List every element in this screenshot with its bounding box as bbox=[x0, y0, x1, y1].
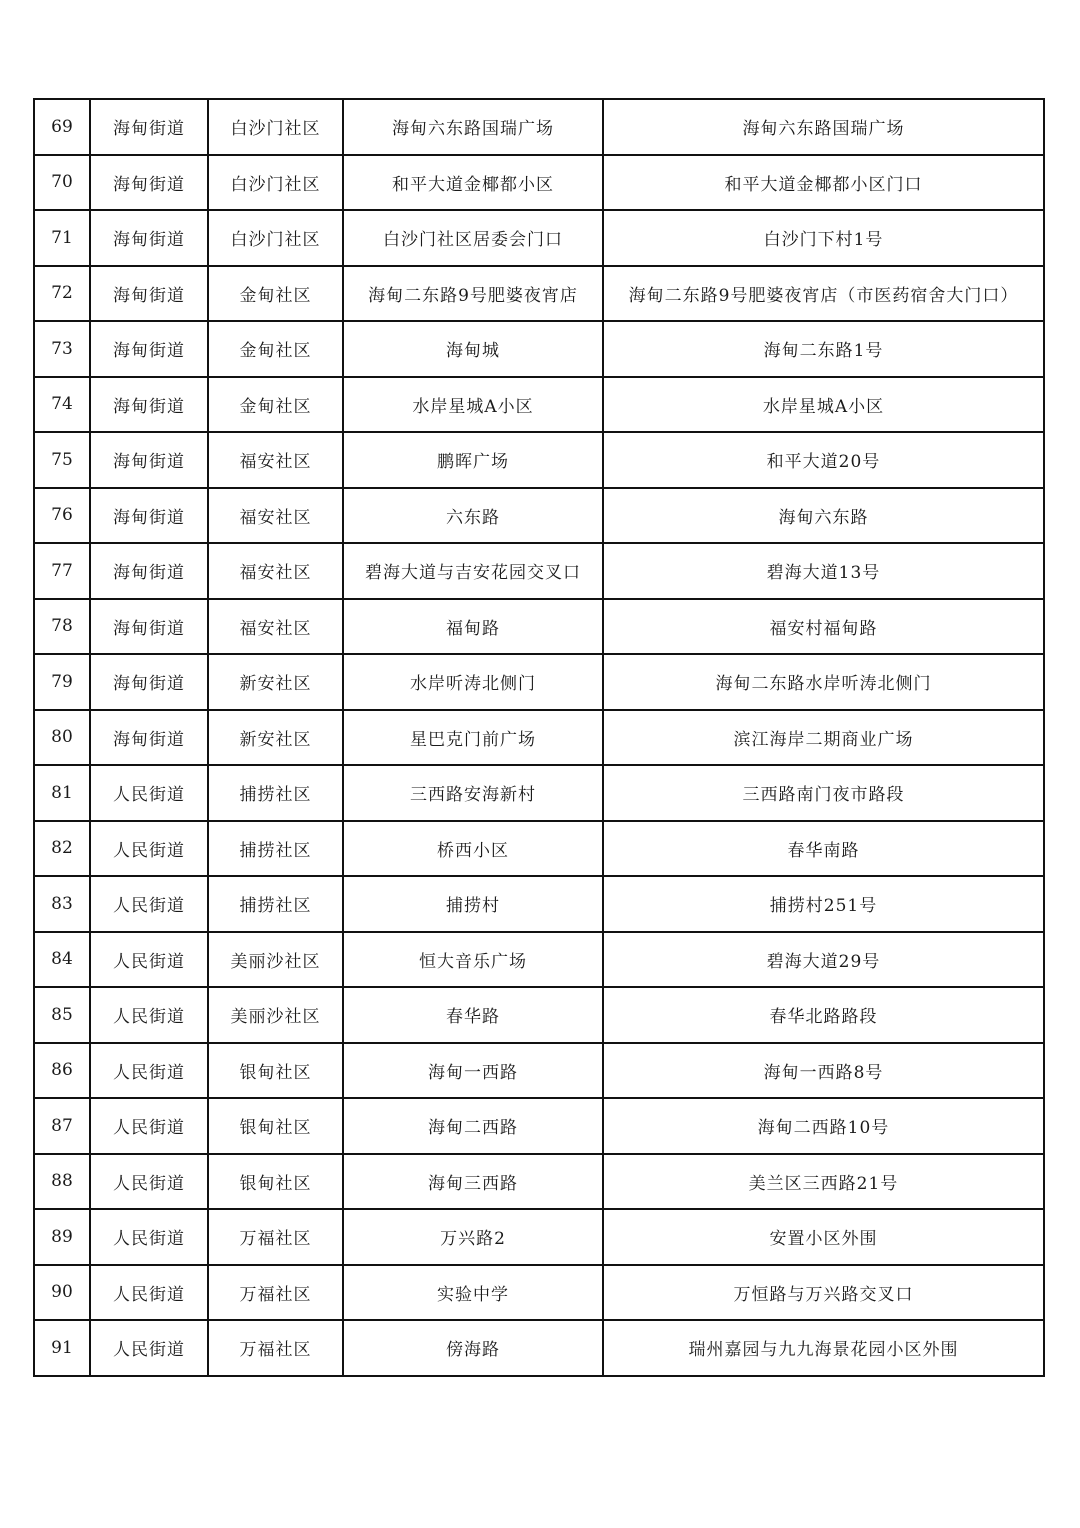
row-number-cell: 78 bbox=[34, 599, 90, 655]
table-row bbox=[34, 155, 1044, 211]
location-name-cell: 三西路安海新村 bbox=[343, 765, 603, 821]
community-cell: 万福社区 bbox=[208, 1265, 343, 1321]
table-row bbox=[34, 1098, 1044, 1154]
subdistrict-cell: 海甸街道 bbox=[90, 543, 208, 599]
location-name-cell: 鹏晖广场 bbox=[343, 432, 603, 488]
row-number-cell: 80 bbox=[34, 710, 90, 766]
address-cell: 安置小区外围 bbox=[603, 1209, 1044, 1265]
location-name-cell: 海甸三西路 bbox=[343, 1154, 603, 1210]
table-row bbox=[34, 488, 1044, 544]
community-cell: 万福社区 bbox=[208, 1320, 343, 1376]
table-row bbox=[34, 654, 1044, 710]
table-row bbox=[34, 432, 1044, 488]
row-number-cell: 88 bbox=[34, 1154, 90, 1210]
row-number-cell: 71 bbox=[34, 210, 90, 266]
address-cell: 海甸六东路国瑞广场 bbox=[603, 99, 1044, 155]
community-cell: 捕捞社区 bbox=[208, 876, 343, 932]
community-cell: 福安社区 bbox=[208, 599, 343, 655]
table-row bbox=[34, 821, 1044, 877]
subdistrict-cell: 海甸街道 bbox=[90, 210, 208, 266]
community-cell: 银甸社区 bbox=[208, 1154, 343, 1210]
address-cell: 海甸二东路水岸听涛北侧门 bbox=[603, 654, 1044, 710]
community-cell: 金甸社区 bbox=[208, 377, 343, 433]
row-number-cell: 81 bbox=[34, 765, 90, 821]
row-number-cell: 79 bbox=[34, 654, 90, 710]
row-number-cell: 85 bbox=[34, 987, 90, 1043]
table-row bbox=[34, 1265, 1044, 1321]
table-row bbox=[34, 1154, 1044, 1210]
community-cell: 捕捞社区 bbox=[208, 765, 343, 821]
community-cell: 捕捞社区 bbox=[208, 821, 343, 877]
subdistrict-cell: 海甸街道 bbox=[90, 99, 208, 155]
row-number-cell: 76 bbox=[34, 488, 90, 544]
location-name-cell: 海甸一西路 bbox=[343, 1043, 603, 1099]
address-cell: 海甸一西路8号 bbox=[603, 1043, 1044, 1099]
row-number-cell: 87 bbox=[34, 1098, 90, 1154]
address-cell: 瑞州嘉园与九九海景花园小区外围 bbox=[603, 1320, 1044, 1376]
row-number-cell: 83 bbox=[34, 876, 90, 932]
address-cell: 美兰区三西路21号 bbox=[603, 1154, 1044, 1210]
subdistrict-cell: 人民街道 bbox=[90, 987, 208, 1043]
table-row bbox=[34, 1043, 1044, 1099]
address-cell: 福安村福甸路 bbox=[603, 599, 1044, 655]
location-name-cell: 水岸听涛北侧门 bbox=[343, 654, 603, 710]
community-cell: 银甸社区 bbox=[208, 1043, 343, 1099]
subdistrict-cell: 海甸街道 bbox=[90, 710, 208, 766]
address-cell: 春华北路路段 bbox=[603, 987, 1044, 1043]
address-cell: 碧海大道13号 bbox=[603, 543, 1044, 599]
community-cell: 白沙门社区 bbox=[208, 99, 343, 155]
community-cell: 万福社区 bbox=[208, 1209, 343, 1265]
address-cell: 碧海大道29号 bbox=[603, 932, 1044, 988]
community-cell: 白沙门社区 bbox=[208, 155, 343, 211]
row-number-cell: 72 bbox=[34, 266, 90, 322]
table-row bbox=[34, 1320, 1044, 1376]
location-name-cell: 福甸路 bbox=[343, 599, 603, 655]
location-name-cell: 春华路 bbox=[343, 987, 603, 1043]
community-cell: 白沙门社区 bbox=[208, 210, 343, 266]
location-name-cell: 实验中学 bbox=[343, 1265, 603, 1321]
row-number-cell: 91 bbox=[34, 1320, 90, 1376]
location-name-cell: 万兴路2 bbox=[343, 1209, 603, 1265]
table-row bbox=[34, 210, 1044, 266]
table-row bbox=[34, 321, 1044, 377]
location-table bbox=[33, 98, 1045, 1377]
address-cell: 和平大道金椰都小区门口 bbox=[603, 155, 1044, 211]
address-cell: 滨江海岸二期商业广场 bbox=[603, 710, 1044, 766]
community-cell: 银甸社区 bbox=[208, 1098, 343, 1154]
subdistrict-cell: 海甸街道 bbox=[90, 599, 208, 655]
location-name-cell: 水岸星城A小区 bbox=[343, 377, 603, 433]
table-row bbox=[34, 543, 1044, 599]
row-number-cell: 90 bbox=[34, 1265, 90, 1321]
row-number-cell: 86 bbox=[34, 1043, 90, 1099]
row-number-cell: 73 bbox=[34, 321, 90, 377]
subdistrict-cell: 海甸街道 bbox=[90, 488, 208, 544]
location-name-cell: 海甸六东路国瑞广场 bbox=[343, 99, 603, 155]
address-cell: 捕捞村251号 bbox=[603, 876, 1044, 932]
row-number-cell: 70 bbox=[34, 155, 90, 211]
subdistrict-cell: 人民街道 bbox=[90, 876, 208, 932]
community-cell: 金甸社区 bbox=[208, 321, 343, 377]
table-row bbox=[34, 377, 1044, 433]
location-name-cell: 海甸城 bbox=[343, 321, 603, 377]
subdistrict-cell: 人民街道 bbox=[90, 765, 208, 821]
community-cell: 福安社区 bbox=[208, 543, 343, 599]
row-number-cell: 69 bbox=[34, 99, 90, 155]
location-name-cell: 傍海路 bbox=[343, 1320, 603, 1376]
address-cell: 海甸二东路9号肥婆夜宵店（市医药宿舍大门口） bbox=[603, 266, 1044, 322]
subdistrict-cell: 海甸街道 bbox=[90, 654, 208, 710]
subdistrict-cell: 人民街道 bbox=[90, 1209, 208, 1265]
subdistrict-cell: 人民街道 bbox=[90, 1043, 208, 1099]
location-name-cell: 恒大音乐广场 bbox=[343, 932, 603, 988]
location-name-cell: 捕捞村 bbox=[343, 876, 603, 932]
table-row bbox=[34, 1209, 1044, 1265]
community-cell: 新安社区 bbox=[208, 710, 343, 766]
table-row bbox=[34, 710, 1044, 766]
table-row bbox=[34, 765, 1044, 821]
address-cell: 水岸星城A小区 bbox=[603, 377, 1044, 433]
subdistrict-cell: 人民街道 bbox=[90, 1154, 208, 1210]
subdistrict-cell: 人民街道 bbox=[90, 1265, 208, 1321]
subdistrict-cell: 海甸街道 bbox=[90, 155, 208, 211]
address-cell: 春华南路 bbox=[603, 821, 1044, 877]
community-cell: 金甸社区 bbox=[208, 266, 343, 322]
row-number-cell: 75 bbox=[34, 432, 90, 488]
address-cell: 三西路南门夜市路段 bbox=[603, 765, 1044, 821]
address-cell: 万恒路与万兴路交叉口 bbox=[603, 1265, 1044, 1321]
table-row bbox=[34, 932, 1044, 988]
location-name-cell: 星巴克门前广场 bbox=[343, 710, 603, 766]
community-cell: 美丽沙社区 bbox=[208, 987, 343, 1043]
row-number-cell: 77 bbox=[34, 543, 90, 599]
location-name-cell: 白沙门社区居委会门口 bbox=[343, 210, 603, 266]
location-name-cell: 六东路 bbox=[343, 488, 603, 544]
row-number-cell: 84 bbox=[34, 932, 90, 988]
location-name-cell: 海甸二东路9号肥婆夜宵店 bbox=[343, 266, 603, 322]
row-number-cell: 74 bbox=[34, 377, 90, 433]
subdistrict-cell: 海甸街道 bbox=[90, 432, 208, 488]
subdistrict-cell: 人民街道 bbox=[90, 821, 208, 877]
table-row bbox=[34, 599, 1044, 655]
row-number-cell: 82 bbox=[34, 821, 90, 877]
subdistrict-cell: 人民街道 bbox=[90, 1320, 208, 1376]
subdistrict-cell: 海甸街道 bbox=[90, 266, 208, 322]
location-table-body bbox=[34, 99, 1044, 1376]
community-cell: 美丽沙社区 bbox=[208, 932, 343, 988]
row-number-cell: 89 bbox=[34, 1209, 90, 1265]
address-cell: 白沙门下村1号 bbox=[603, 210, 1044, 266]
subdistrict-cell: 人民街道 bbox=[90, 1098, 208, 1154]
table-row bbox=[34, 99, 1044, 155]
location-name-cell: 碧海大道与吉安花园交叉口 bbox=[343, 543, 603, 599]
subdistrict-cell: 海甸街道 bbox=[90, 321, 208, 377]
location-name-cell: 桥西小区 bbox=[343, 821, 603, 877]
subdistrict-cell: 海甸街道 bbox=[90, 377, 208, 433]
table-row bbox=[34, 266, 1044, 322]
location-name-cell: 和平大道金椰都小区 bbox=[343, 155, 603, 211]
community-cell: 福安社区 bbox=[208, 488, 343, 544]
address-cell: 海甸二西路10号 bbox=[603, 1098, 1044, 1154]
table-row bbox=[34, 987, 1044, 1043]
address-cell: 海甸六东路 bbox=[603, 488, 1044, 544]
address-cell: 和平大道20号 bbox=[603, 432, 1044, 488]
table-row bbox=[34, 876, 1044, 932]
location-name-cell: 海甸二西路 bbox=[343, 1098, 603, 1154]
community-cell: 福安社区 bbox=[208, 432, 343, 488]
address-cell: 海甸二东路1号 bbox=[603, 321, 1044, 377]
subdistrict-cell: 人民街道 bbox=[90, 932, 208, 988]
community-cell: 新安社区 bbox=[208, 654, 343, 710]
